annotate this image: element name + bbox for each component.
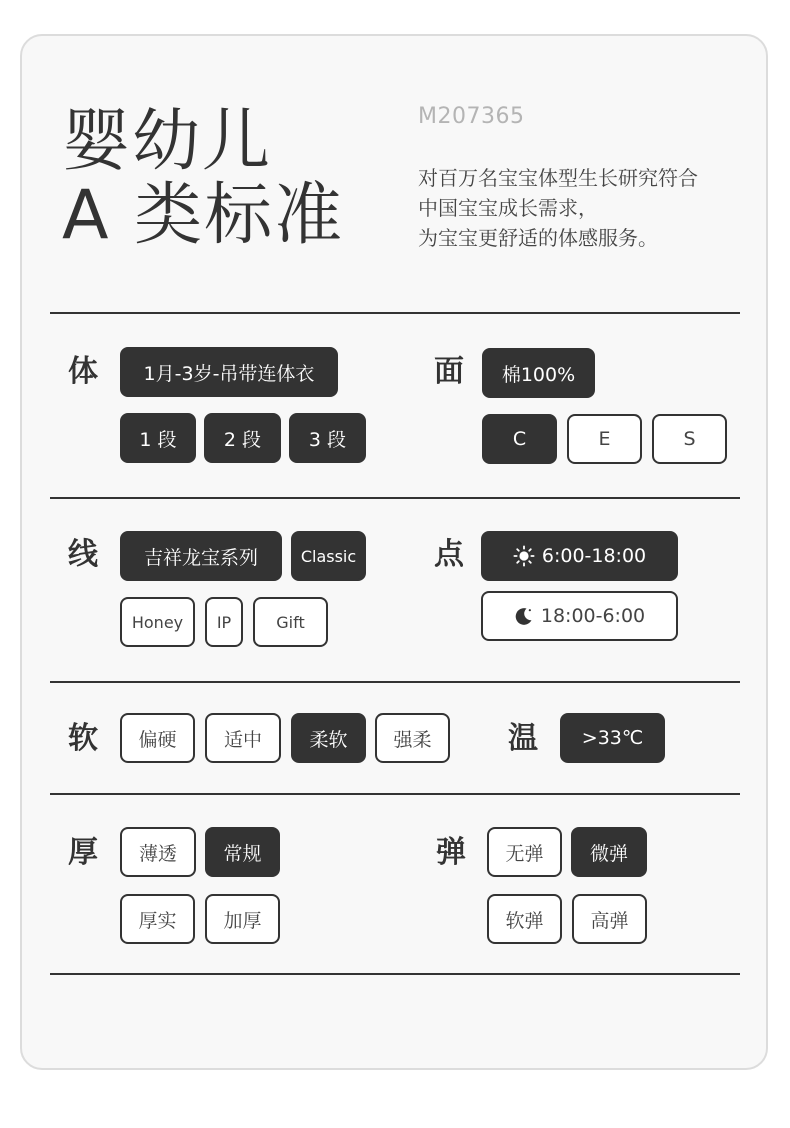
thickness-label: 厚 — [68, 835, 98, 870]
series-tag-honey[interactable]: Honey — [120, 597, 195, 647]
temperature-tag[interactable]: >33℃ — [560, 713, 665, 763]
divider — [50, 973, 740, 975]
night-time-text: 18:00-6:00 — [540, 605, 646, 627]
title-line-1: 婴幼儿 — [62, 102, 273, 181]
grade-tag-e[interactable]: E — [567, 414, 642, 464]
series-tag-dragon[interactable]: 吉祥龙宝系列 — [120, 531, 282, 581]
model-number: M207365 — [418, 104, 525, 129]
description — [418, 163, 698, 253]
description-line: 中国宝宝成长需求， — [418, 196, 598, 220]
elasticity-tag-soft[interactable]: 软弹 — [487, 894, 562, 944]
series-tag-ip[interactable]: IP — [205, 597, 243, 647]
time-label: 点 — [434, 537, 464, 572]
body-type-label: 体 — [68, 354, 98, 389]
divider — [50, 497, 740, 499]
size-tag-2[interactable]: 2 段 — [204, 413, 281, 463]
description-line: 为宝宝更舒适的体感服务。 — [418, 226, 658, 250]
softness-tag-medium[interactable]: 适中 — [205, 713, 281, 763]
sun-icon — [513, 545, 535, 567]
night-time-tag[interactable] — [481, 591, 678, 641]
thickness-tag-thin[interactable]: 薄透 — [120, 827, 196, 877]
softness-tag-firm[interactable]: 偏硬 — [120, 713, 195, 763]
moon-icon — [514, 606, 534, 626]
temperature-label: 温 — [508, 721, 538, 756]
day-time-tag[interactable] — [481, 531, 678, 581]
size-tag-3[interactable]: 3 段 — [289, 413, 366, 463]
divider — [50, 312, 740, 314]
divider — [50, 681, 740, 683]
grade-tag-c[interactable]: C — [482, 414, 557, 464]
series-tag-classic[interactable]: Classic — [291, 531, 366, 581]
elasticity-tag-none[interactable]: 无弹 — [487, 827, 562, 877]
softness-label: 软 — [68, 721, 98, 756]
style-tag[interactable]: 1月-3岁-吊带连体衣 — [120, 347, 338, 397]
elasticity-tag-high[interactable]: 高弹 — [572, 894, 647, 944]
title-line-2: A 类标准 — [62, 176, 345, 255]
thickness-tag-regular[interactable]: 常规 — [205, 827, 280, 877]
elasticity-label: 弹 — [436, 835, 466, 870]
day-time-text: 6:00-18:00 — [541, 545, 647, 567]
thickness-tag-extra-thick[interactable]: 加厚 — [205, 894, 280, 944]
series-label: 线 — [68, 537, 98, 572]
thickness-tag-thick[interactable]: 厚实 — [120, 894, 195, 944]
grade-tag-s[interactable]: S — [652, 414, 727, 464]
description-line: 对百万名宝宝体型生长研究符合 — [418, 166, 698, 190]
material-tag[interactable]: 棉100% — [482, 348, 595, 398]
softness-tag-soft[interactable]: 柔软 — [291, 713, 366, 763]
series-tag-gift[interactable]: Gift — [253, 597, 328, 647]
fabric-label: 面 — [434, 354, 464, 389]
divider — [50, 793, 740, 795]
elasticity-tag-slight[interactable]: 微弹 — [571, 827, 647, 877]
softness-tag-extra-soft[interactable]: 强柔 — [375, 713, 450, 763]
size-tag-1[interactable]: 1 段 — [120, 413, 196, 463]
